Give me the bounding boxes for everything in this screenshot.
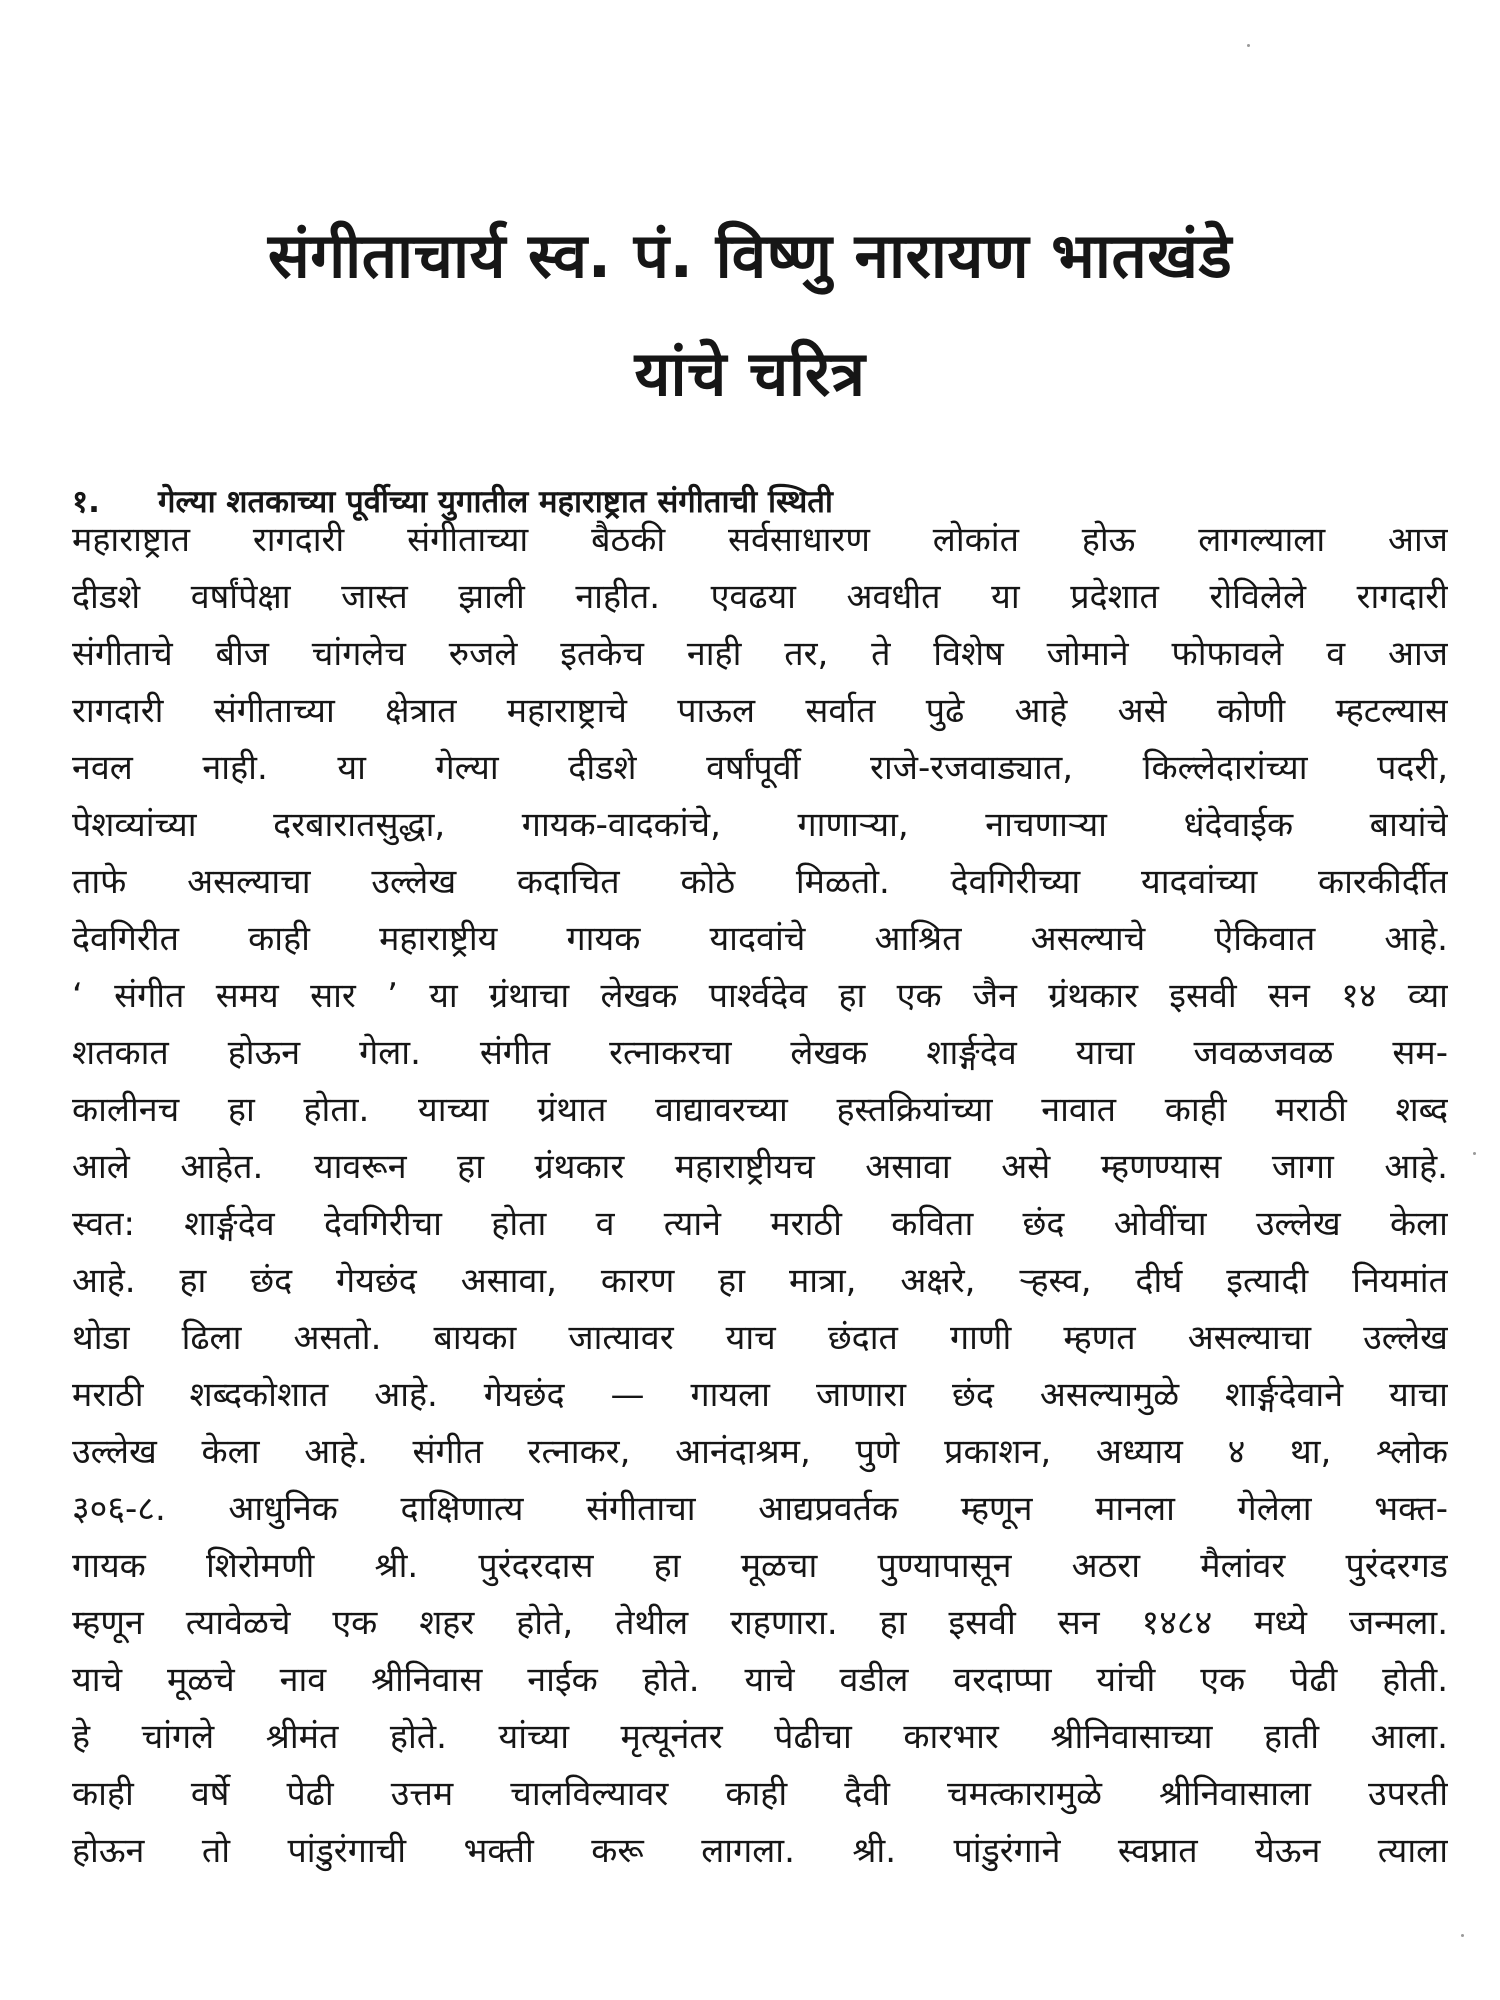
body-line: देवगिरीत काही महाराष्ट्रीय गायक यादवांचे आश्रित असल्याचे ऐकिवात आहे. [72,919,1448,959]
body-line: मराठी शब्दकोशात आहे. गेयछंद — गायला जाणारा छंद असल्यामुळे शार्ङ्गदेवाने याचा [72,1375,1448,1415]
body-line: आले आहेत. यावरून हा ग्रंथकार महाराष्ट्रीयच असावा असे म्हणण्यास जागा आहे. [72,1147,1448,1187]
document-title-line-2: यांचे चरित्र [634,337,866,410]
body-line: कालीनच हा होता. याच्या ग्रंथात वाद्यावरच्या हस्तक्रियांच्या नावात काही मराठी शब्द [72,1090,1448,1130]
body-line: रागदारी संगीताच्या क्षेत्रात महाराष्ट्राचे पाऊल सर्वात पुढे आहे असे कोणी म्हटल्यास [72,691,1448,731]
body-line: हे चांगले श्रीमंत होते. यांच्या मृत्यूनंतर पेढीचा कारभार श्रीनिवासाच्या हाती आला. [72,1717,1448,1757]
scan-speck [1247,44,1250,47]
section-heading-text: गेल्या शतकाच्या पूर्वीच्या युगातील महाराष्ट्रात संगीताची स्थिती [158,484,833,520]
body-line: ‘ संगीत समय सार ’ या ग्रंथाचा लेखक पार्श्वदेव हा एक जैन ग्रंथकार इसवी सन १४ व्या [72,976,1448,1016]
body-line: आहे. हा छंद गेयछंद असावा, कारण हा मात्रा, अक्षरे, ऱ्हस्व, दीर्घ इत्यादी नियमांत [72,1261,1448,1301]
body-line: याचे मूळचे नाव श्रीनिवास नाईक होते. याचे वडील वरदाप्पा यांची एक पेढी होती. [72,1660,1448,1700]
body-line: गायक शिरोमणी श्री. पुरंदरदास हा मूळचा पुण्यापासून अठरा मैलांवर पुरंदरगड [72,1546,1448,1586]
scan-speck [1461,1934,1464,1937]
body-line: महाराष्ट्रात रागदारी संगीताच्या बैठकी सर्वसाधारण लोकांत होऊ लागल्याला आज [72,520,1448,560]
body-line: ताफे असल्याचा उल्लेख कदाचित कोठे मिळतो. देवगिरीच्या यादवांच्या कारकीर्दीत [72,862,1448,902]
body-line: स्वत: शार्ङ्गदेव देवगिरीचा होता व त्याने मराठी कविता छंद ओवींचा उल्लेख केला [72,1204,1448,1244]
body-line: काही वर्षे पेढी उत्तम चालविल्यावर काही दैवी चमत्कारामुळे श्रीनिवासाला उपरती [72,1774,1448,1814]
body-line: पेशव्यांच्या दरबारातसुद्धा, गायक-वादकांचे, गाणाऱ्या, नाचणाऱ्या धंदेवाईक बायांचे [72,805,1448,845]
document-title-line-1: संगीताचार्य स्व. पं. विष्णु नारायण भातखंडे [267,219,1233,292]
body-line: म्हणून त्यावेळचे एक शहर होते, तेथील राहणारा. हा इसवी सन १४८४ मध्ये जन्मला. [72,1603,1448,1643]
body-line: शतकात होऊन गेला. संगीत रत्नाकरचा लेखक शार्ङ्गदेव याचा जवळजवळ सम- [72,1033,1448,1073]
scan-speck [1473,1152,1476,1155]
section-heading [72,480,1452,522]
body-line: ३०६-८. आधुनिक दाक्षिणात्य संगीताचा आद्यप्रवर्तक म्हणून मानला गेलेला भक्त- [72,1489,1448,1529]
body-line: थोडा ढिला असतो. बायका जात्यावर याच छंदात गाणी म्हणत असल्याचा उल्लेख [72,1318,1448,1358]
body-line: दीडशे वर्षांपेक्षा जास्त झाली नाहीत. एवढया अवधीत या प्रदेशात रोविलेले रागदारी [72,577,1448,617]
body-line: उल्लेख केला आहे. संगीत रत्नाकर, आनंदाश्रम, पुणे प्रकाशन, अध्याय ४ था, श्लोक [72,1432,1448,1472]
body-line: नवल नाही. या गेल्या दीडशे वर्षांपूर्वी राजे-रजवाड्यात, किल्लेदारांच्या पदरी, [72,748,1448,788]
body-line: संगीताचे बीज चांगलेच रुजले इतकेच नाही तर, ते विशेष जोमाने फोफावले व आज [72,634,1448,674]
body-line: होऊन तो पांडुरंगाची भक्ती करू लागला. श्री. पांडुरंगाने स्वप्नात येऊन त्याला [72,1831,1448,1871]
section-number: १. [72,484,100,520]
